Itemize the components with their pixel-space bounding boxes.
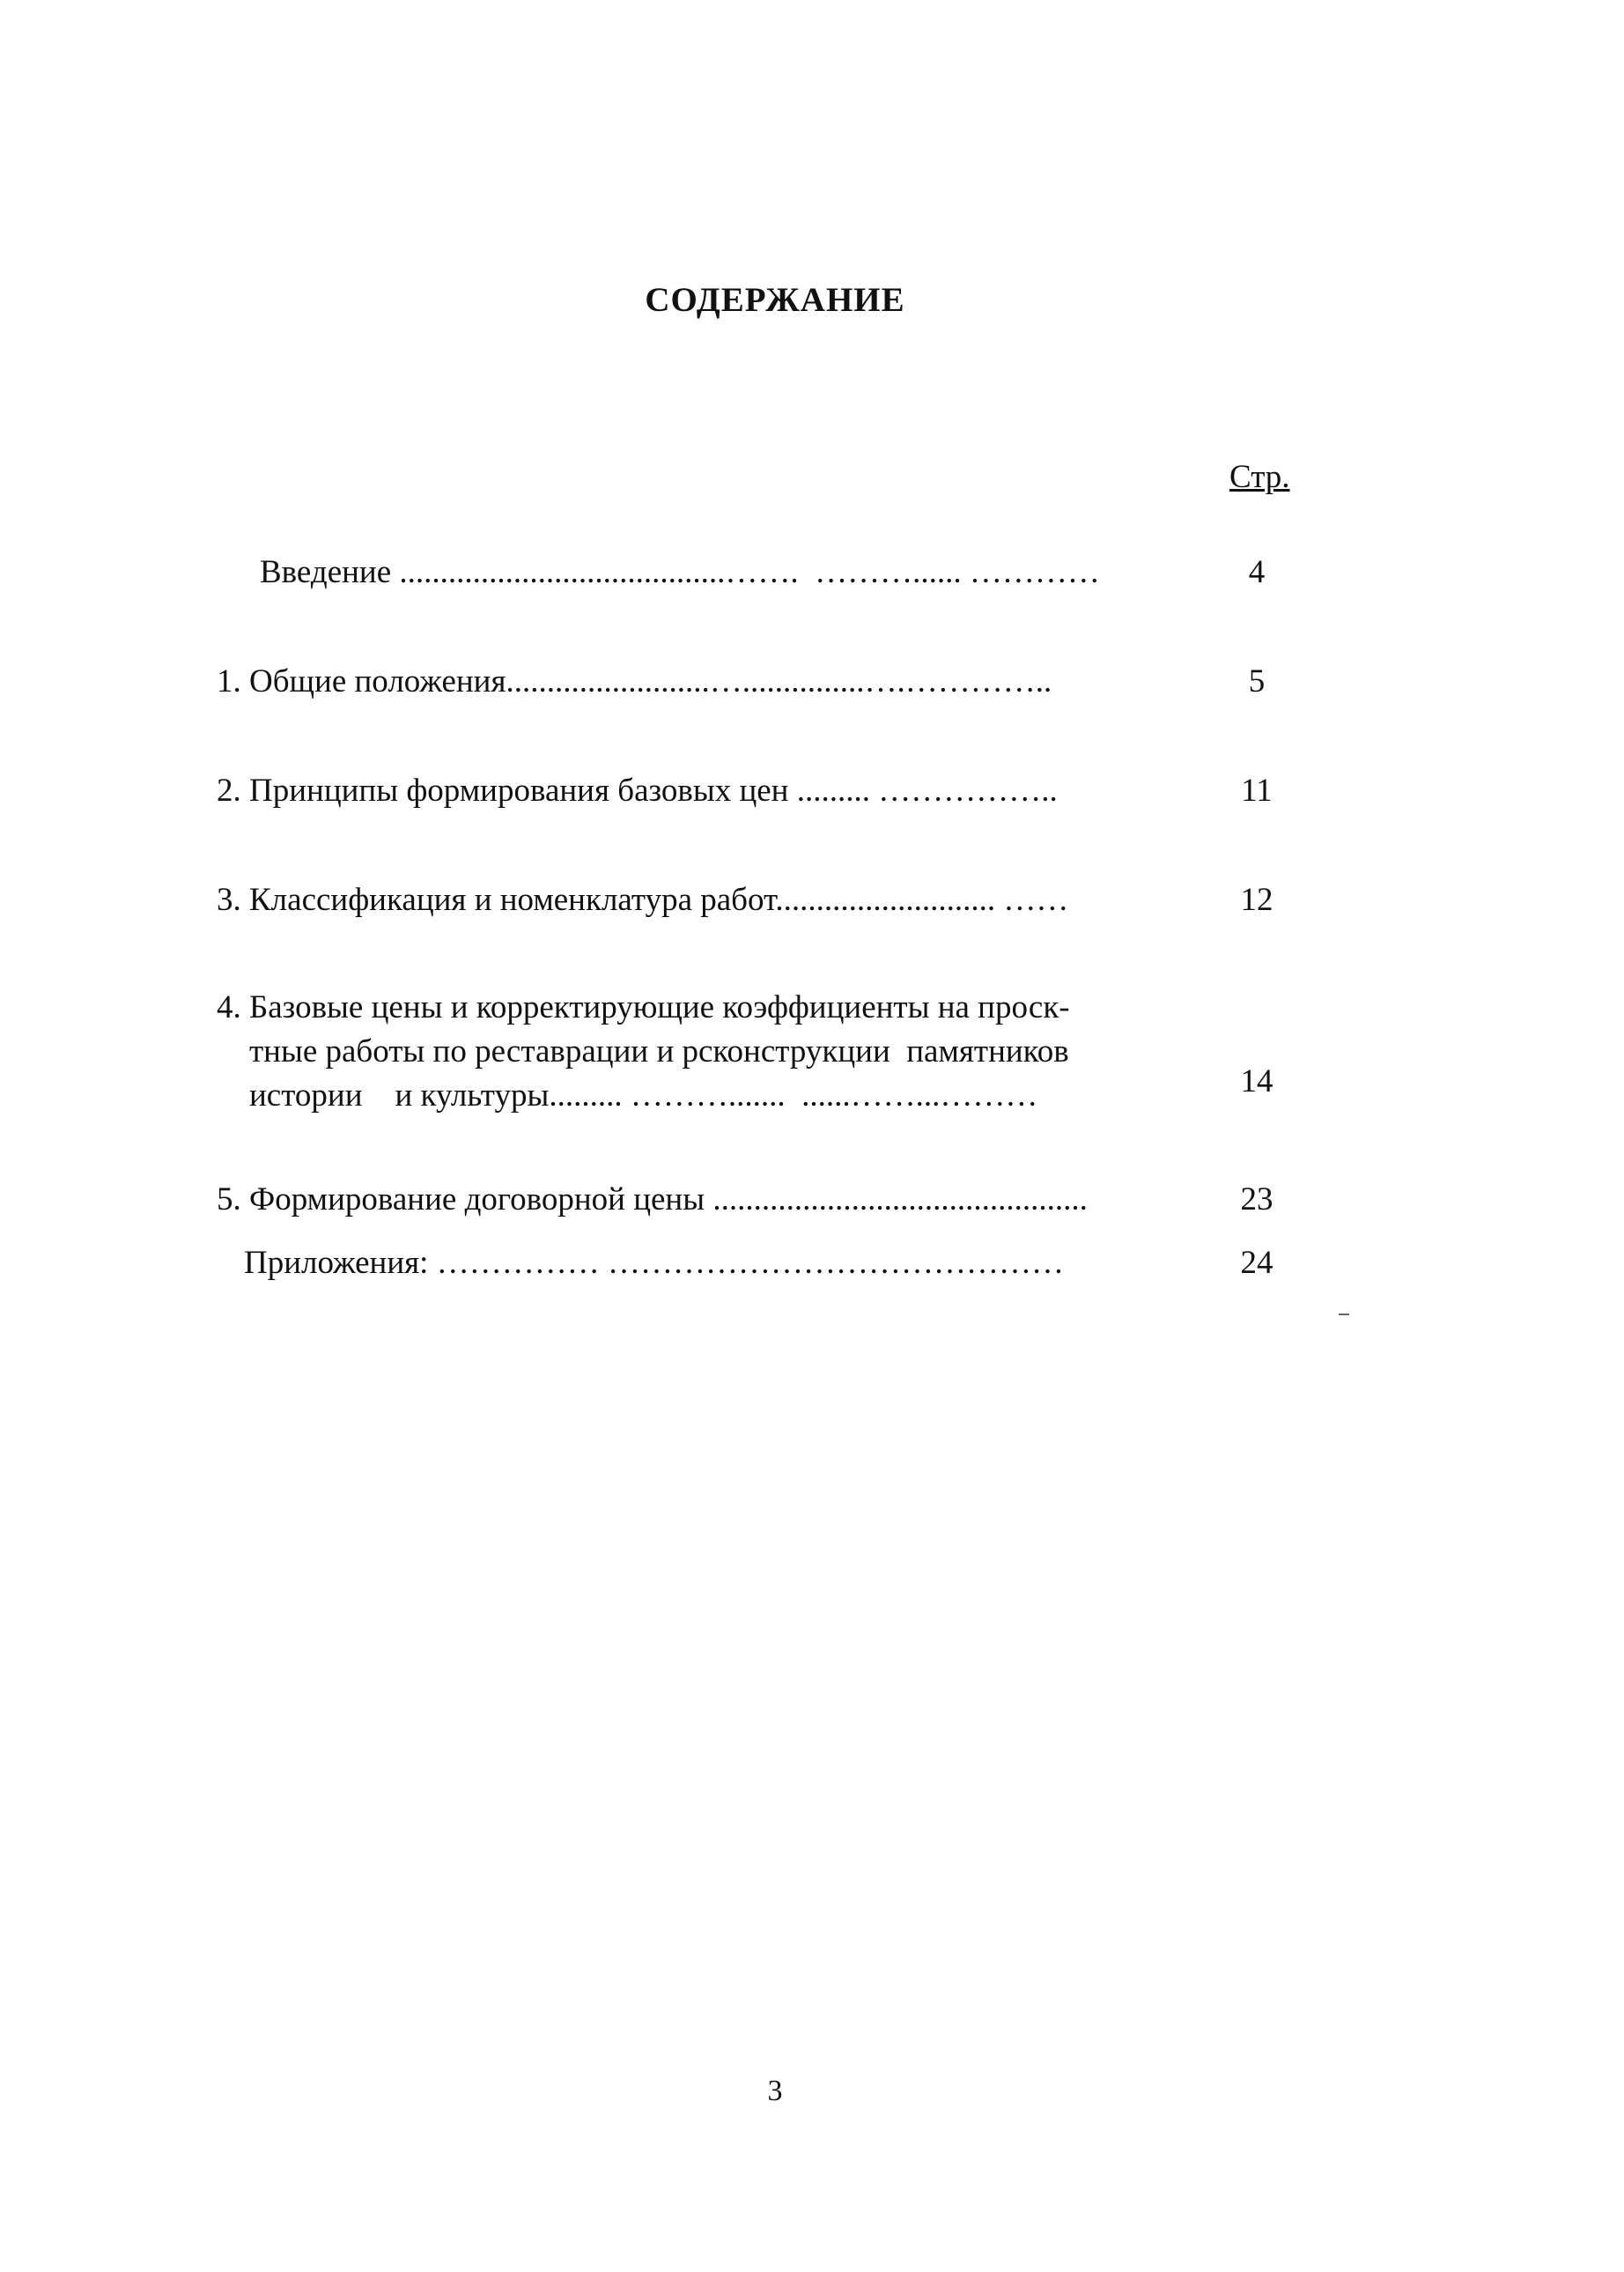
document-title: СОДЕРЖАНИЕ bbox=[645, 281, 905, 319]
toc-entry-appendices: Приложения: …………… …………………………………… bbox=[244, 1245, 1064, 1281]
toc-entry-2: 2. Принципы формирования базовых цен ......... …………….. bbox=[217, 773, 1058, 809]
toc-page-2: 11 bbox=[1241, 773, 1273, 809]
toc-entry-4-line-3: истории и культуры......... ………....... ......……...……… bbox=[249, 1077, 1038, 1114]
page-number: 3 bbox=[767, 2075, 783, 2107]
toc-page-3: 12 bbox=[1240, 882, 1273, 918]
toc-entry-3: 3. Классификация и номенклатура работ........................... …… bbox=[217, 882, 1069, 918]
toc-page-5: 23 bbox=[1240, 1181, 1273, 1217]
toc-entry-1: 1. Общие положения.........................…...............….………….. bbox=[217, 663, 1052, 699]
toc-entry-introduction: Введение ........................................……. ………...... ………… bbox=[260, 554, 1100, 590]
toc-page-appendices: 24 bbox=[1240, 1245, 1273, 1281]
toc-entry-4-line-1: 4. Базовые цены и корректирующие коэффициенты на проск- bbox=[217, 989, 1070, 1025]
scan-speck bbox=[1339, 1314, 1349, 1315]
toc-entry-4-line-2: тные работы по реставрации и рсконструкции памятников bbox=[249, 1033, 1069, 1069]
toc-page-introduction: 4 bbox=[1248, 554, 1266, 590]
toc-page-4: 14 bbox=[1240, 1063, 1273, 1099]
page-column-header: Стр. bbox=[1229, 459, 1290, 495]
toc-entry-5: 5. Формирование договорной цены .............................................. bbox=[217, 1181, 1088, 1217]
toc-page-1: 5 bbox=[1248, 663, 1266, 699]
